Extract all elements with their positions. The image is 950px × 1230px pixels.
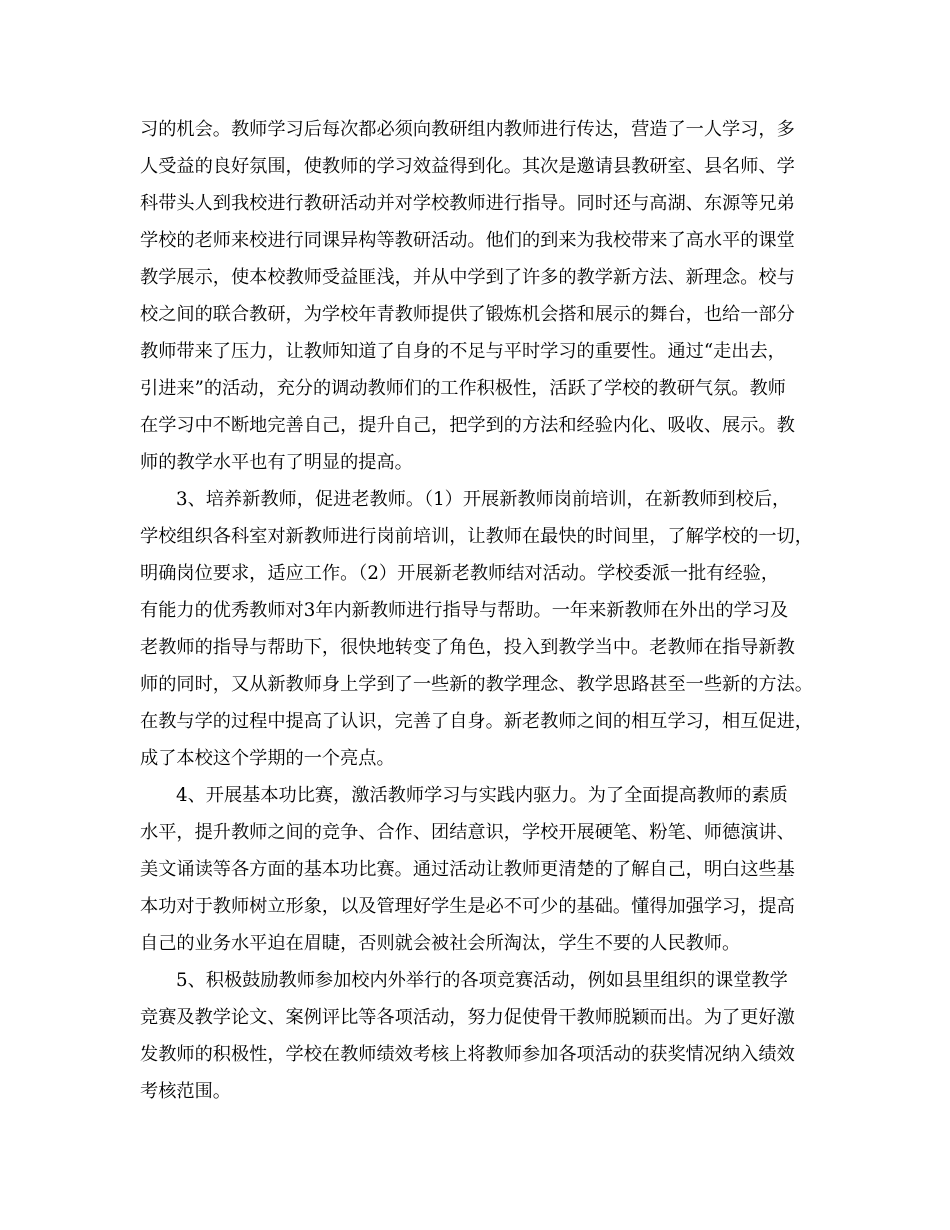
text-line: 科带头人到我校进行教研活动并对学校教师进行指导。同时还与高湖、东源等兄弟 (140, 193, 795, 214)
text-line: 学校的老师来校进行同课异构等教研活动。他们的到来为我校带来了高水平的课堂 (140, 230, 795, 251)
text-line: 发教师的积极性，学校在教师绩效考核上将教师参加各项活动的获奖情况纳入绩效 (140, 1044, 795, 1065)
text-line: 水平，提升教师之间的竞争、合作、团结意识，学校开展硬笔、粉笔、师德演讲、 (140, 822, 795, 843)
text-line: 引进来”的活动，充分的调动教师们的工作积极性，活跃了学校的教研气氛。教师 (140, 378, 786, 399)
text-line: 在教与学的过程中提高了认识，完善了自身。新老教师之间的相互学习，相互促进， (140, 711, 813, 732)
text-line: 教学展示，使本校教师受益匪浅，并从中学到了许多的教学新方法、新理念。校与 (140, 267, 795, 288)
text-line: 习的机会。教师学习后每次都必须向教研组内教师进行传达，营造了一人学习，多 (140, 119, 795, 140)
paragraph-3-first-line: 3、培养新教师，促进老教师。（1）开展新教师岗前培训，在新教师到校后， (176, 489, 791, 510)
text-line: 竞赛及教学论文、案例评比等各项活动，努力促使骨干教师脱颖而出。为了更好激 (140, 1007, 795, 1028)
text-line: 人受益的良好氛围，使教师的学习效益得到化。其次是邀请县教研室、县名师、学 (140, 156, 795, 177)
paragraph-5-first-line: 5、积极鼓励教师参加校内外举行的各项竞赛活动，例如县里组织的课堂教学 (176, 970, 788, 991)
text-line: 教师带来了压力，让教师知道了自身的不足与平时学习的重要性。通过“走出去， (140, 341, 786, 362)
text-line: 师的同时，又从新教师身上学到了一些新的教学理念、教学思路甚至一些新的方法。 (140, 674, 813, 695)
paragraph-4-first-line: 4、开展基本功比赛，激活教师学习与实践内驱力。为了全面提高教师的素质 (176, 785, 788, 806)
text-line: 美文诵读等各方面的基本功比赛。通过活动让教师更清楚的了解自己，明白这些基 (140, 859, 795, 880)
text-line: 考核范围。 (140, 1081, 231, 1102)
text-line: 有能力的优秀教师对3年内新教师进行指导与帮助。一年来新教师在外出的学习及 (140, 600, 789, 621)
text-line: 老教师的指导与帮助下，很快地转变了角色，投入到教学当中。老教师在指导新教 (140, 637, 795, 658)
text-line: 本功对于教师树立形象，以及管理好学生是必不可少的基础。懂得加强学习，提高 (140, 896, 795, 917)
text-line: 在学习中不断地完善自己，提升自己，把学到的方法和经验内化、吸收、展示。教 (140, 415, 795, 436)
text-line: 自己的业务水平迫在眉睫，否则就会被社会所淘汰，学生不要的人民教师。 (140, 933, 741, 954)
text-line: 学校组织各科室对新教师进行岗前培训，让教师在最快的时间里，了解学校的一切， (140, 526, 813, 547)
text-line: 校之间的联合教研，为学校年青教师提供了锻炼机会搭和展示的舞台，也给一部分 (140, 304, 795, 325)
text-line: 成了本校这个学期的一个亮点。 (140, 748, 395, 769)
text-line: 师的教学水平也有了明显的提高。 (140, 452, 413, 473)
text-line: 明确岗位要求，适应工作。（2）开展新老教师结对活动。学校委派一批有经验， (140, 563, 780, 584)
